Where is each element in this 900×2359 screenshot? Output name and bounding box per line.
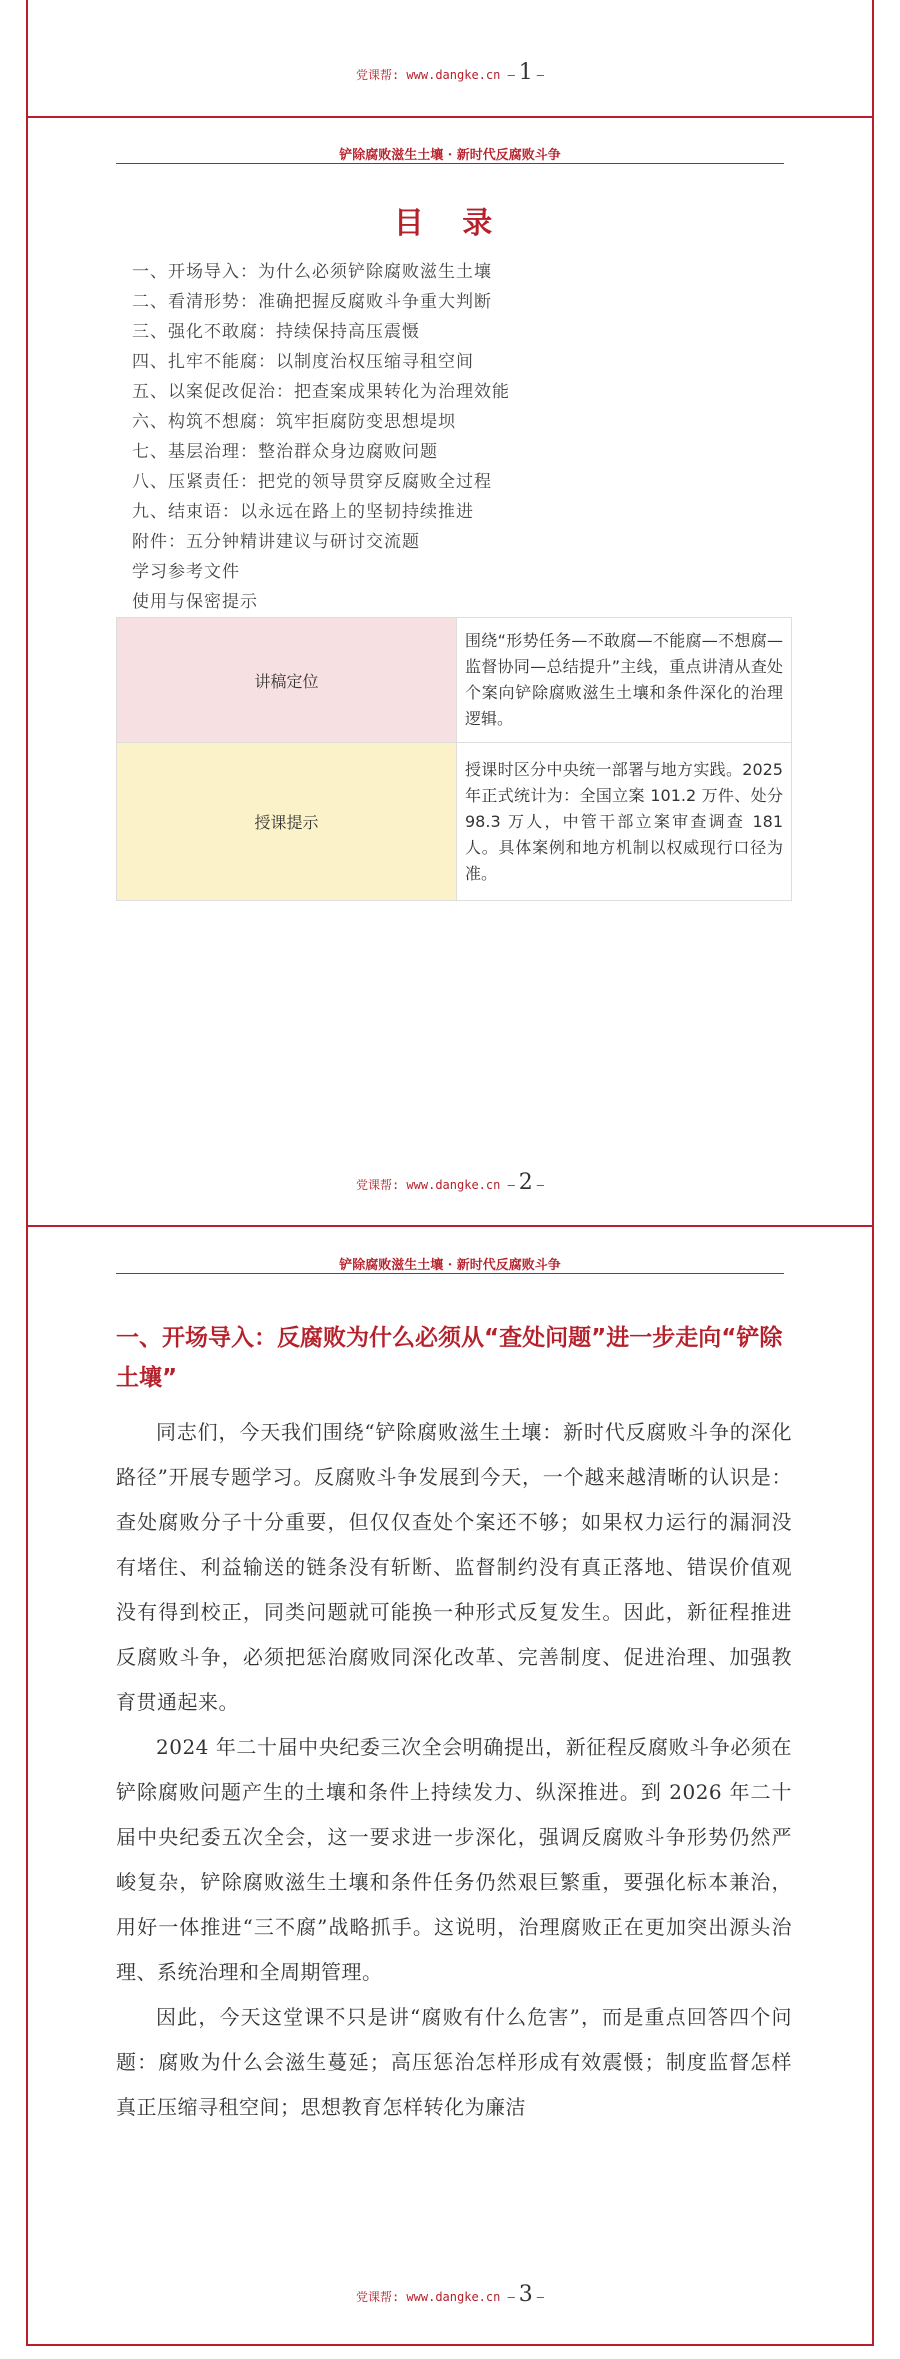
table-content-cell: 授课时区分中央统一部署与地方实践。2025 年正式统计为：全国立案 101.2 万件、处分 98.3 万人，中管干部立案审查调查 181 人。具体案例和地方机制以权威现行口径为准。 (457, 743, 792, 901)
running-header: 铲除腐败滋生土壤 · 新时代反腐败斗争 (339, 148, 561, 163)
running-header: 铲除腐败滋生土壤 · 新时代反腐败斗争 (339, 1258, 561, 1273)
toc-title: 目 录 (393, 206, 507, 241)
lecture-info-table (116, 617, 792, 901)
section-heading: 一、开场导入：反腐败为什么必须从“查处问题”进一步走向“铲除土壤” (116, 1325, 783, 1391)
page-number: 1 (518, 60, 533, 85)
toc-item[interactable]: 四、扎牢不能腐：以制度治权压缩寻租空间 (132, 352, 474, 372)
toc-item[interactable]: 使用与保密提示 (132, 592, 258, 612)
page-frame-bottom (26, 2344, 874, 2346)
page-number: 2 (518, 1170, 533, 1195)
toc-item[interactable]: 六、构筑不想腐：筑牢拒腐防变思想堤坝 (132, 412, 456, 432)
toc-item[interactable]: 三、强化不敢腐：持续保持高压震慑 (132, 322, 420, 342)
header-rule (116, 1273, 784, 1274)
toc-item[interactable]: 一、开场导入：为什么必须铲除腐败滋生土壤 (132, 262, 492, 282)
table-label-cell: 授课提示 (117, 743, 457, 901)
toc-item[interactable]: 二、看清形势：准确把握反腐败斗争重大判断 (132, 292, 492, 312)
section-body (116, 1410, 792, 2130)
toc-item[interactable]: 五、以案促改促治：把查案成果转化为治理效能 (132, 382, 510, 402)
page-separator (26, 116, 874, 118)
toc-item[interactable]: 九、结束语：以永远在路上的坚韧持续推进 (132, 502, 474, 522)
table-row (117, 618, 792, 743)
body-paragraph: 同志们，今天我们围绕“铲除腐败滋生土壤：新时代反腐败斗争的深化路径”开展专题学习。反腐败斗争发展到今天，一个越来越清晰的认识是：查处腐败分子十分重要，但仅仅查处个案还不够；如果权力运行的漏洞没有堵住、利益输送的链条没有斩断、监督制约没有真正落地、错误价值观没有得到校正，同类问题就可能换一种形式反复发生。因此，新征程推进反腐败斗争，必须把惩治腐败同深化改革、完善制度、促进治理、加强教育贯通起来。 (116, 1420, 792, 1714)
toc-list (132, 257, 782, 617)
toc-item[interactable]: 八、压紧责任：把党的领导贯穿反腐败全过程 (132, 472, 492, 492)
table-content-cell: 围绕“形势任务—不敢腐—不能腐—不想腐—监督协同—总结提升”主线，重点讲清从查处个案向铲除腐败滋生土壤和条件深化的治理逻辑。 (457, 618, 792, 743)
page-footer: 党课帮: www.dangke.cn — 3 — (355, 2282, 545, 2307)
body-paragraph: 因此，今天这堂课不只是讲“腐败有什么危害”，而是重点回答四个问题：腐败为什么会滋生蔓延；高压惩治怎样形成有效震慑；制度监督怎样真正压缩寻租空间；思想教育怎样转化为廉洁 (116, 2005, 792, 2119)
page-footer: 党课帮: www.dangke.cn — 1 — (355, 60, 545, 85)
body-paragraph: 2024 年二十届中央纪委三次全会明确提出，新征程反腐败斗争必须在铲除腐败问题产生的土壤和条件上持续发力、纵深推进。到 2026 年二十届中央纪委五次全会，这一要求进一步深化，强调反腐败斗争形势仍然严峻复杂，铲除腐败滋生土壤和条件任务仍然艰巨繁重，要强化标本兼治，用好一体推进“三不腐”战略抓手。这说明，治理腐败正在更加突出源头治理、系统治理和全周期管理。 (116, 1735, 792, 1984)
toc-item[interactable]: 附件：五分钟精讲建议与研讨交流题 (132, 532, 420, 552)
table-label-cell: 讲稿定位 (117, 618, 457, 743)
page-number: 3 (518, 2282, 533, 2307)
table-row (117, 743, 792, 901)
page-separator (26, 1225, 874, 1227)
toc-item[interactable]: 七、基层治理：整治群众身边腐败问题 (132, 442, 438, 462)
toc-item[interactable]: 学习参考文件 (132, 562, 240, 582)
page-footer: 党课帮: www.dangke.cn — 2 — (355, 1170, 545, 1195)
header-rule (116, 163, 784, 164)
